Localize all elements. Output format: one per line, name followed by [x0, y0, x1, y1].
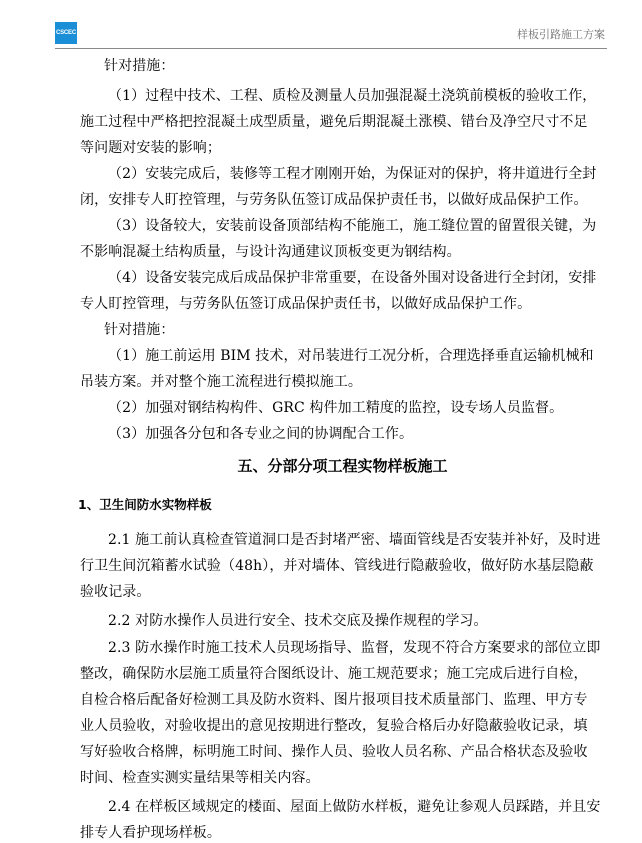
paragraph-line: 2.3 防水操作时施工技术人员现场指导、监督，发现不符合方案要求的部位立即	[108, 640, 601, 656]
paragraph-line: （4）设备安装完成后成品保护非常重要，在设备外围对设备进行全封闭，安排	[108, 270, 597, 286]
paragraph-line: 时间、检查实测实量结果等相关内容。	[80, 770, 320, 786]
paragraph-line: （1）过程中技术、工程、质检及测量人员加强混凝土浇筑前模板的验收工作，	[108, 88, 597, 104]
paragraph-line: 业人员验收，对验收提出的意见按期进行整改，复验合格后办好隐蔽验收记录，填	[80, 718, 588, 734]
paragraph-line: 自检合格后配备好检测工具及防水资料、图片报项目技术质量部门、监理、甲方专	[80, 692, 588, 708]
paragraph-line: 行卫生间沉箱蓄水试验（48h），并对墙体、管线进行隐蔽验收，做好防水基层隐蔽	[80, 558, 594, 574]
paragraph-line: 排专人看护现场样板。	[80, 825, 221, 841]
paragraph-line: 不影响混凝土结构质量，与设计沟通建议顶板变更为钢结构。	[80, 244, 461, 260]
section-heading: 五、分部分项工程实物样板施工	[237, 457, 448, 475]
paragraph-line: （2）安装完成后，装修等工程才刚刚开始，为保证对的保护，将井道进行全封	[108, 166, 597, 182]
paragraph-line: 2.1 施工前认真检查管道洞口是否封堵严密、墙面管线是否安装并补好，及时进	[108, 532, 601, 548]
paragraph-line: 等问题对安装的影响；	[80, 140, 221, 156]
paragraph-line: （2）加强对钢结构构件、GRC 构件加工精度的监控，设专场人员监督。	[108, 400, 564, 416]
header-title: 样板引路施工方案	[517, 28, 605, 41]
sub-heading: 1、卫生间防水实物样板	[78, 497, 212, 512]
paragraph-line: 验收记录。	[80, 584, 151, 600]
paragraph-line: 整改，确保防水层施工质量符合图纸设计、施工规范要求；施工完成后进行自检，	[80, 666, 588, 682]
paragraph-line: （1）施工前运用 BIM 技术，对吊装进行工况分析，合理选择垂直运输机械和	[108, 348, 594, 364]
paragraph-line: 施工过程中严格把控混凝土成型质量，避免后期混凝土涨模、错台及净空尺寸不足	[80, 114, 588, 130]
paragraph-line: 闭，安排专人盯控管理，与劳务队伍签订成品保护责任书，以做好成品保护工作。	[80, 192, 588, 208]
paragraph-line: 针对措施：	[104, 58, 175, 74]
paragraph-line: 针对措施：	[104, 322, 175, 338]
paragraph-line: （3）设备较大，安装前设备顶部结构不能施工，施工缝位置的留置很关键，为	[108, 218, 597, 234]
paragraph-line: （3）加强各分包和各专业之间的协调配合工作。	[108, 426, 414, 442]
page-header	[55, 20, 607, 49]
company-logo: CSCEC	[55, 22, 77, 44]
paragraph-line: 2.4 在样板区域规定的楼面、屋面上做防水样板，避免让参观人员踩踏，并且安	[108, 799, 601, 815]
paragraph-line: 2.2 对防水操作人员进行安全、技术交底及操作规程的学习。	[108, 613, 488, 629]
paragraph-line: 写好验收合格牌，标明施工时间、操作人员、验收人员名称、产品合格状态及验收	[80, 744, 588, 760]
paragraph-line: 专人盯控管理，与劳务队伍签订成品保护责任书，以做好成品保护工作。	[80, 296, 532, 312]
paragraph-line: 吊装方案。并对整个施工流程进行模拟施工。	[80, 374, 362, 390]
